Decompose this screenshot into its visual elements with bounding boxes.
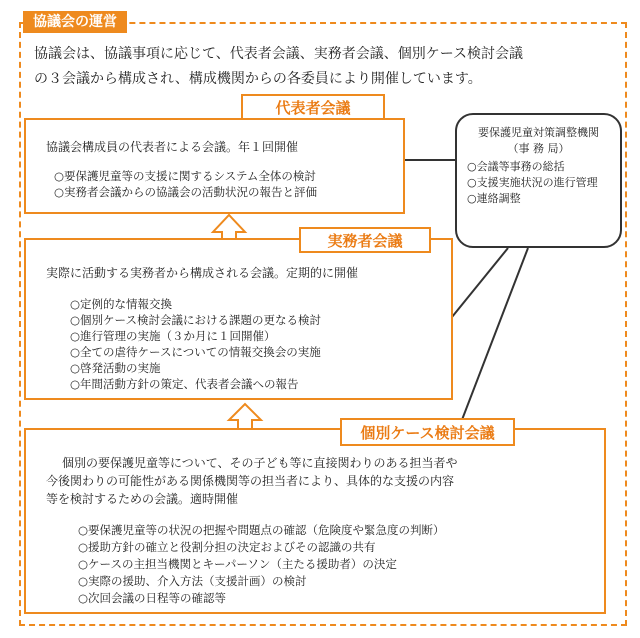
individual-item-1: ○要保護児童等の状況の把握や問題点の確認（危険度や緊急度の判断） — [78, 523, 445, 537]
intro-text — [34, 42, 614, 92]
representative-meeting-box — [24, 118, 405, 214]
individual-desc-1: 個別の要保護児童等について、その子ども等に直接関わりのある担当者や — [62, 456, 458, 470]
practitioner-meeting-title: 実務者会議 — [299, 227, 431, 253]
secretariat-title-2: （事 務 局） — [507, 142, 570, 155]
representative-item-2: ○実務者会議からの協議会の活動状況の報告と評価 — [54, 185, 318, 199]
practitioner-item-4: ○全ての虐待ケースについての情報交換会の実施 — [70, 345, 321, 359]
individual-case-meeting-box — [24, 428, 606, 614]
representative-meeting-title: 代表者会議 — [241, 94, 385, 120]
secretariat-title-1: 要保護児童対策調整機関 — [478, 126, 599, 139]
individual-item-2: ○援助方針の確立と役割分担の決定およびその認識の共有 — [78, 540, 376, 554]
practitioner-item-1: ○定例的な情報交換 — [70, 297, 173, 311]
individual-item-3: ○ケースの主担当機関とキーパーソン（主たる援助者）の決定 — [78, 557, 397, 571]
intro-line-1: 協議会は、協議事項に応じて、代表者会議、実務者会議、個別ケース検討会議 — [34, 46, 524, 62]
individual-desc-3: 等を検討するための会議。適時開催 — [46, 492, 239, 506]
practitioner-item-2: ○個別ケース検討会議における課題の更なる検討 — [70, 313, 321, 327]
secretariat-item-3: ○連絡調整 — [467, 192, 521, 205]
individual-case-meeting-title: 個別ケース検討会議 — [340, 418, 515, 446]
practitioner-item-3: ○進行管理の実施（３か月に１回開催） — [70, 329, 276, 343]
practitioner-desc: 実際に活動する実務者から構成される会議。定期的に開催 — [46, 266, 359, 280]
secretariat-box — [455, 113, 622, 248]
intro-line-2: の３会議から構成され、構成機関からの各委員により開催しています。 — [34, 71, 482, 87]
individual-item-4: ○実際の援助、介入方法（支援計画）の検討 — [78, 574, 307, 588]
individual-desc-2: 今後関わりの可能性がある関係機関等の担当者により、具体的な支援の内容 — [46, 474, 455, 488]
secretariat-item-1: ○会議等事務の総括 — [467, 160, 565, 173]
secretariat-item-2: ○支援実施状況の進行管理 — [467, 176, 598, 189]
representative-desc: 協議会構成員の代表者による会議。年１回開催 — [46, 140, 299, 154]
practitioner-item-5: ○啓発活動の実施 — [70, 361, 161, 375]
practitioner-meeting-box — [24, 238, 453, 400]
practitioner-item-6: ○年間活動方針の策定、代表者会議への報告 — [70, 377, 299, 391]
representative-item-1: ○要保護児童等の支援に関するシステム全体の検討 — [54, 169, 316, 183]
individual-item-5: ○次回会議の日程等の確認等 — [78, 591, 227, 605]
section-title: 協議会の運営 — [23, 11, 127, 33]
